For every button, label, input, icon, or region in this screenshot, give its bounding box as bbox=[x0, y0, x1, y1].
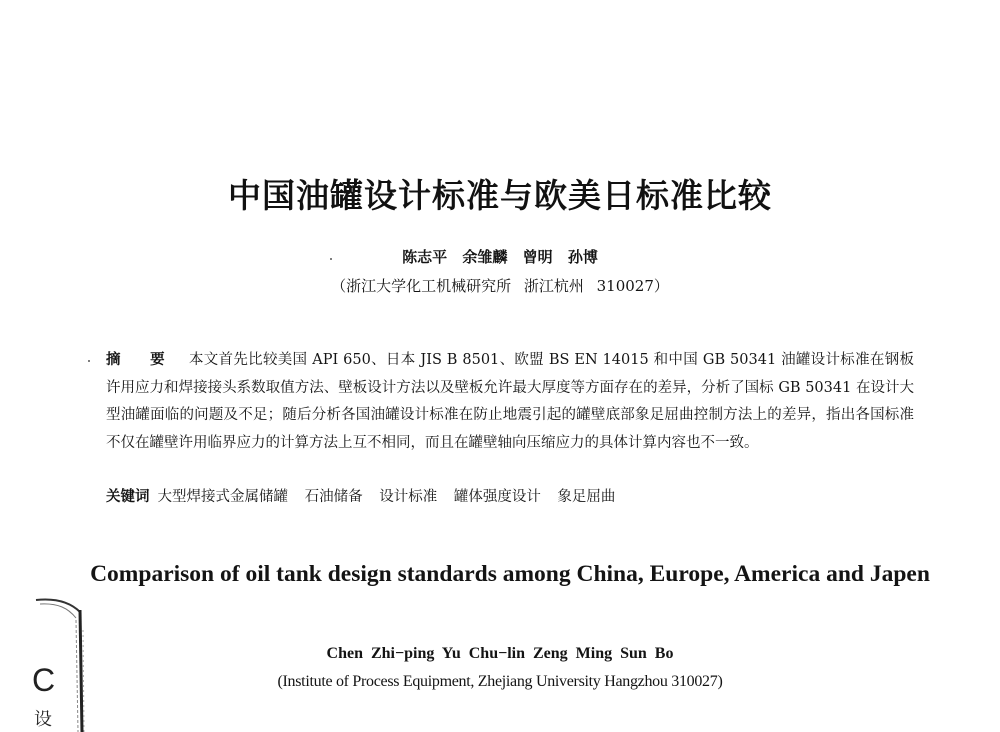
title-english: Comparison of oil tank design standards among China, Europe, America and Japen bbox=[90, 561, 930, 587]
keywords bbox=[106, 484, 914, 510]
affiliation-chinese: （浙江大学化工机械研究所 浙江杭州 310027） bbox=[331, 277, 669, 295]
edge-char: 设 bbox=[34, 709, 52, 730]
title-chinese: 中国油罐设计标准与欧美日标准比较 bbox=[228, 176, 772, 215]
keywords-label: 关键词 bbox=[106, 488, 150, 505]
abstract-label: 摘 要 bbox=[106, 351, 177, 368]
affiliation-english: (Institute of Process Equipment, Zhejiang University Hangzhou 310027) bbox=[277, 673, 723, 690]
keywords-text: 大型焊接式金属储罐 石油储备 设计标准 罐体强度设计 象足屈曲 bbox=[157, 489, 616, 505]
abstract-text: 本文首先比较美国 API 650、日本 JIS B 8501、欧盟 BS EN 14015 和中国 GB 50341 油罐设计标准在钢板许用应力和焊接接头系数取值方法、壁板设计方法以及壁板允许最大厚度等方面存在的差异，分析了国标 GB 50341 在设计大型油罐面临的问题及不足；随后分析各国油罐设计标准在防止地震引起的罐壁底部象足屈曲控制方法上的差异，指出各国标准不仅在罐壁许用临界应力的计算方法上互不相同，而且在罐壁轴向压缩应力的具体计算内容也不一致。 bbox=[106, 352, 914, 451]
authors-english: Chen Zhi−ping Yu Chu−lin Zeng Ming Sun Bo bbox=[326, 645, 674, 662]
scan-speck bbox=[88, 360, 90, 362]
authors-chinese: 陈志平 余雏麟 曾明 孙博 bbox=[402, 248, 598, 266]
abstract bbox=[106, 346, 914, 457]
scan-speck bbox=[330, 258, 332, 260]
edge-letter: C bbox=[32, 662, 56, 698]
